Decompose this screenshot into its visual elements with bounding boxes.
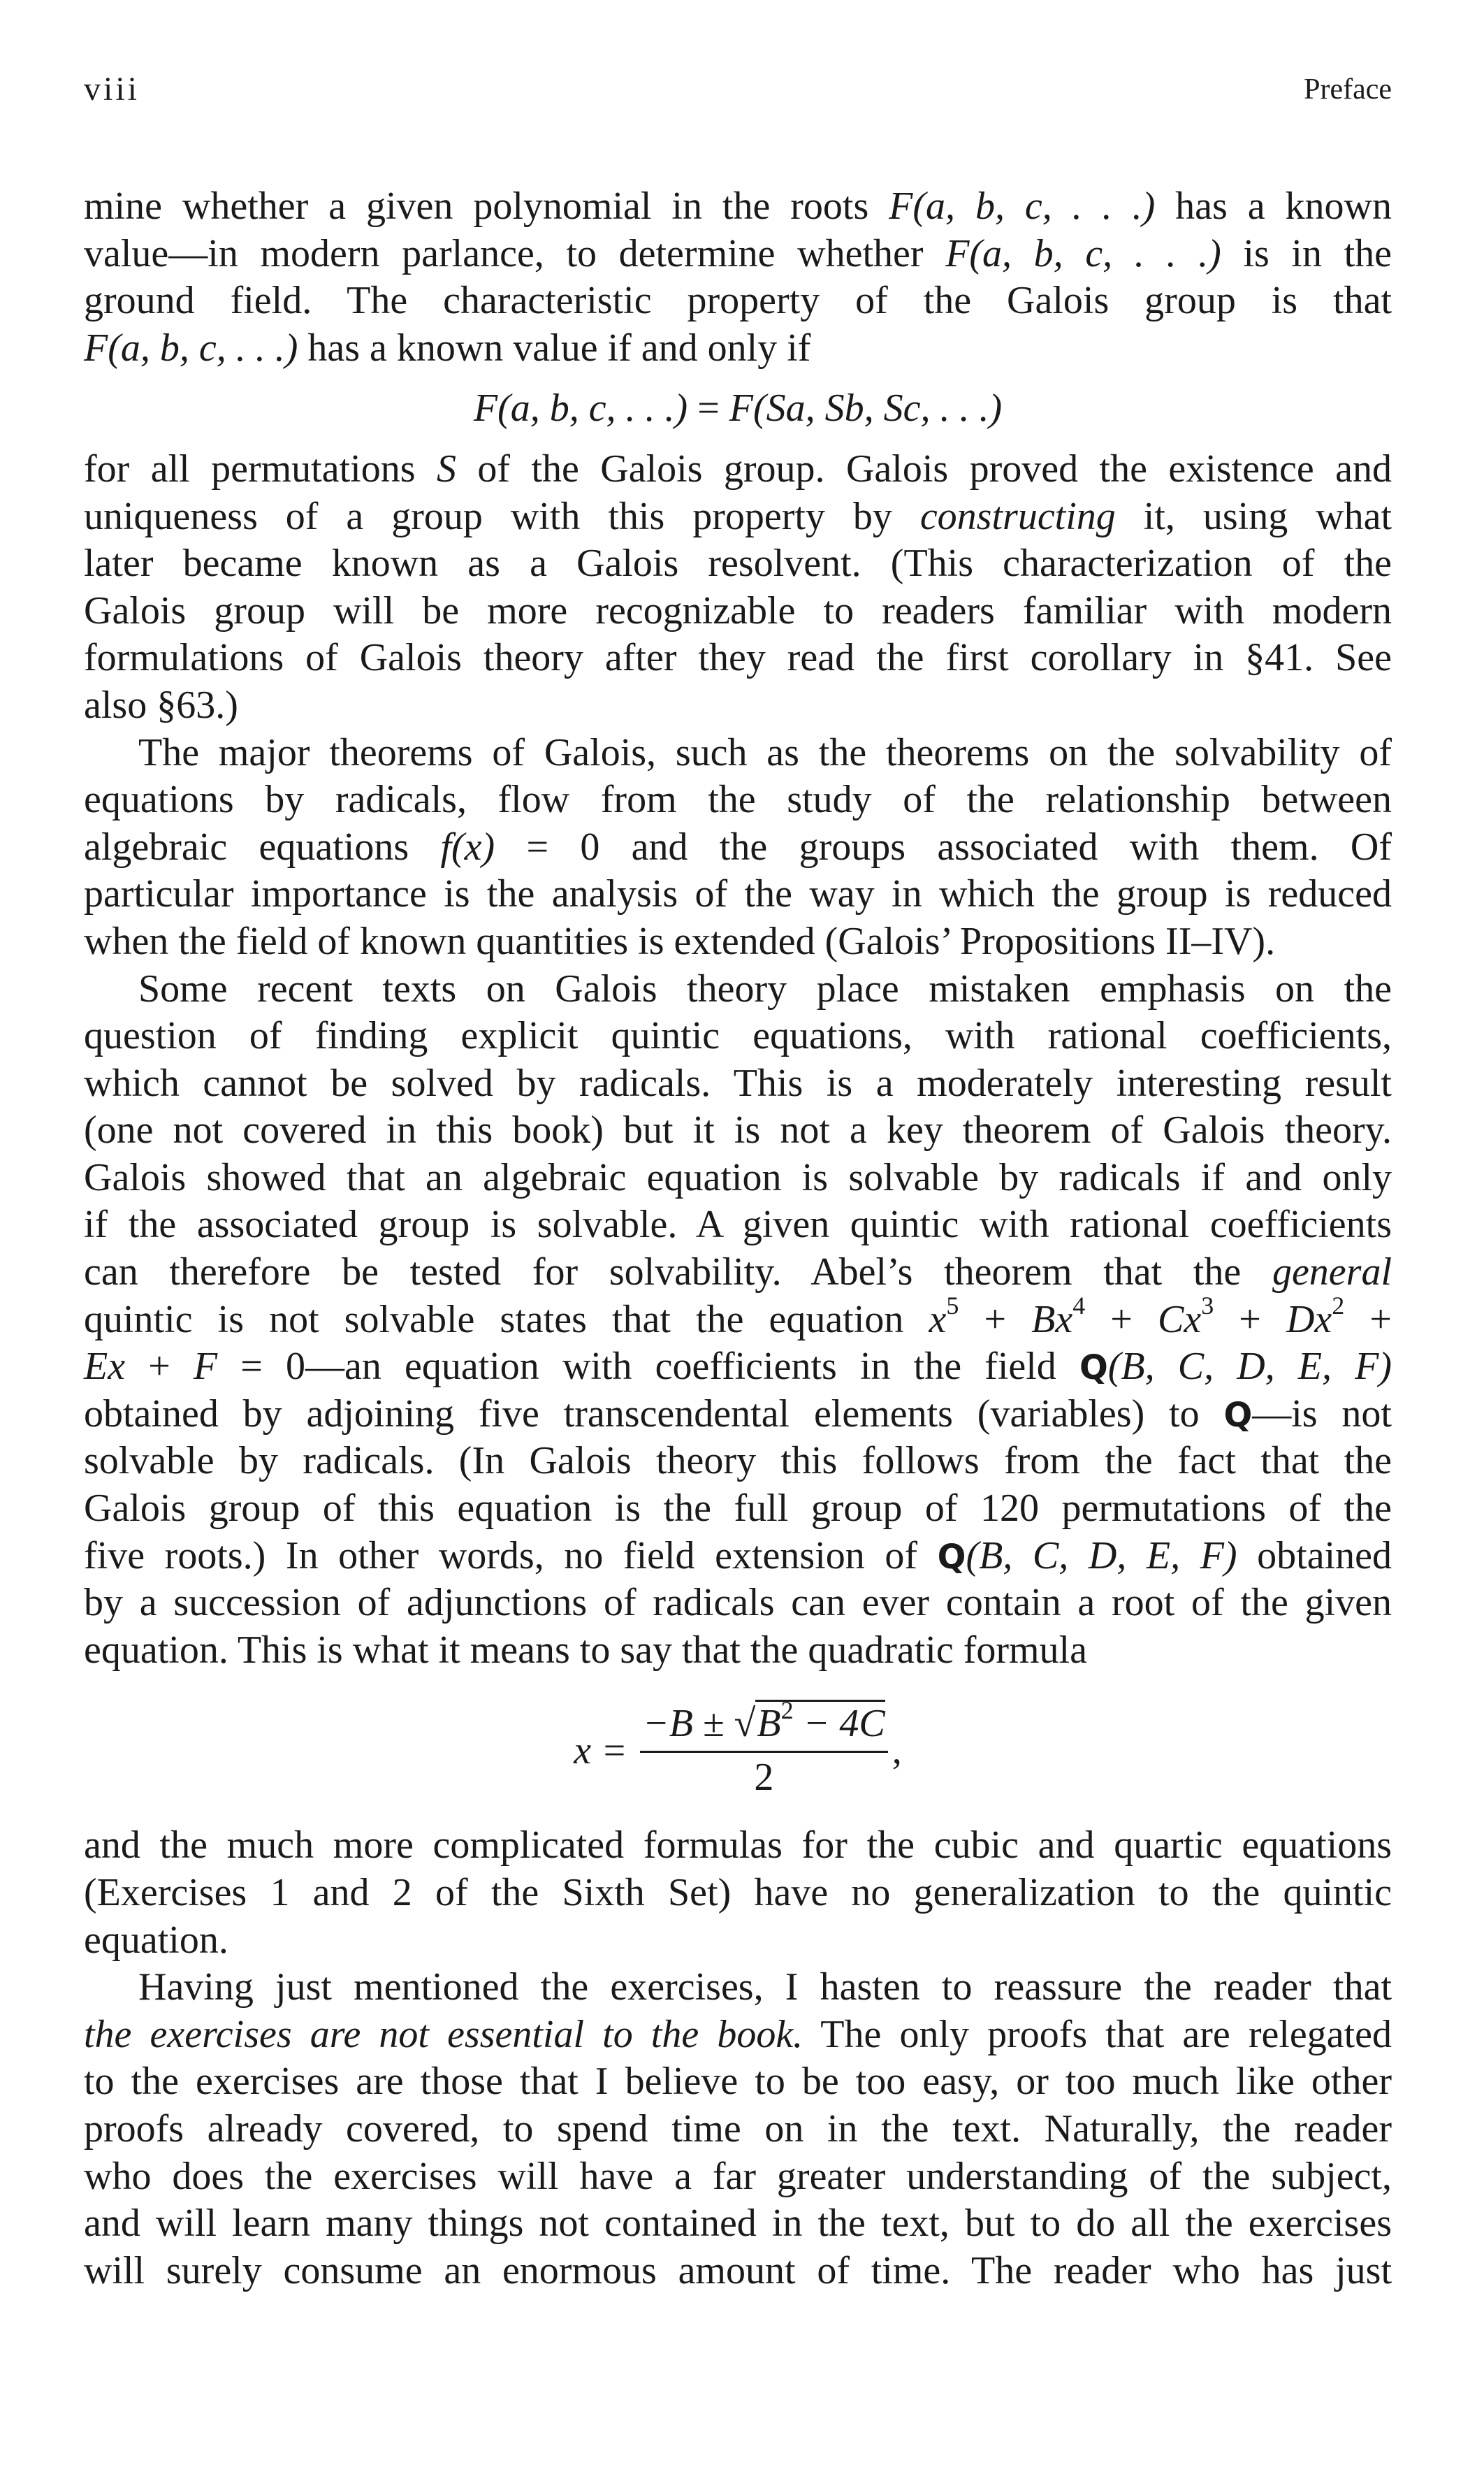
text-line: later became known as a Galois resolvent. (This characterization of the [84,542,1392,586]
text-line: by a succession of adjunctions of radicals can ever contain a root of the given [84,1581,1392,1625]
text-line: (Exercises 1 and 2 of the Sixth Set) have no generalization to the quintic [84,1871,1392,1914]
text-line: ground field. The characteristic property of the Galois group is that [84,279,1392,323]
text-line: for all permutations S of the Galois group. Galois proved the existence and [84,447,1392,491]
text-line: proofs already covered, to spend time on in the text. Naturally, the reader [84,2106,1392,2151]
text-line: and will learn many things not contained in the text, but to do all the exercises [84,2202,1392,2246]
text-line: F(a, b, c, . . .) has a known value if and only if [84,326,811,370]
text-line: question of finding explicit quintic equations, with rational coefficients, [84,1014,1392,1058]
paragraph-2 [84,730,1392,966]
quadratic-formula: x = $\frac{-B \pm √B^2 - 4C}{2}$ , [84,1681,1392,1821]
text-line: which cannot be solved by radicals. This is a moderately interesting result [84,1061,1392,1105]
formula-denominator: 2 [754,1755,774,1799]
text-line: the exercises are not essential to the book. The only proofs that are relegated [84,2012,1392,2056]
text-line: if the associated group is solvable. A given quintic with rational coefficients [84,1203,1392,1247]
text-line: who does the exercises will have a far greater understanding of the subject, [84,2154,1392,2198]
paragraph-1 [84,183,1392,730]
text-line: algebraic equations f(x) = 0 and the groups associated with them. Of [84,825,1392,869]
text-line: (one not covered in this book) but it is not a key theorem of Galois theory. [84,1108,1392,1152]
text-line: The major theorems of Galois, such as the theorems on the solvability of [138,730,1392,774]
text-line: Galois group of this equation is the full group of 120 permutations of the [84,1487,1392,1531]
formula-numerator: $-B \pm √B^2 - 4C$ [640,1700,888,1753]
text-line: when the field of known quantities is extended (Galois’ Propositions II–IV). [84,919,1276,963]
text-line: will surely consume an enormous amount of time. The reader who has just [84,2248,1392,2292]
text-line: Galois group will be more recognizable to readers familiar with modern [84,588,1392,633]
page-number: viii [84,71,140,108]
text-line: Having just mentioned the exercises, I hasten to reassure the reader that [138,1965,1392,2009]
text-line: to the exercises are those that I believe to be too easy, or too much like other [84,2060,1392,2104]
formula-fraction [640,1696,888,1801]
text-line: obtained by adjoining five transcendental elements (variables) to Q—is not [84,1392,1392,1436]
text-line: particular importance is the analysis of the way in which the group is reduced [84,872,1392,916]
text-line: five roots.) In other words, no field extension of Q(B, C, D, E, F) obtained [84,1533,1392,1577]
text-line: Some recent texts on Galois theory place mistaken emphasis on the [138,967,1392,1011]
text-line: value—in modern parlance, to determine whether F(a, b, c, . . .) is in the [84,231,1392,275]
page-header [84,70,1392,119]
text-line: equations by radicals, flow from the study of the relationship between [84,778,1392,822]
text-line: and the much more complicated formulas for the cubic and quartic equations [84,1823,1392,1867]
text-line: Ex + F = 0—an equation with coefficients in the field Q(B, C, D, E, F) [84,1345,1392,1389]
display-equation: F(a, b, c, . . .) = F(Sa, Sb, Sc, . . .) [473,386,1003,431]
paragraph-5 [84,1964,1392,2294]
text-line: solvable by radicals. (In Galois theory this follows from the fact that the [84,1439,1392,1483]
text-line: Galois showed that an algebraic equation is solvable by radicals if and only [84,1155,1392,1199]
text-line: mine whether a given polynomial in the roots F(a, b, c, . . .) has a known [84,185,1392,228]
text-line: uniqueness of a group with this property by constructing it, using what [84,494,1392,538]
running-title: Preface [1304,73,1392,106]
text-line: quintic is not solvable states that the equation $x^5 + Bx^4 + Cx^3 + Dx^2$ + [84,1292,1392,1341]
text-line: can therefore be tested for solvability. Abel’s theorem that the general [84,1250,1392,1294]
text-line: equation. [84,1918,228,1962]
text-line: also §63.) [84,683,238,727]
paragraph-3 [84,966,1392,1821]
paragraph-4 [84,1822,1392,1964]
text-line: equation. This is what it means to say that the quadratic formula [84,1628,1087,1672]
text-line: formulations of Galois theory after they read the first corollary in §41. See [84,636,1392,680]
body-text [84,183,1392,2294]
